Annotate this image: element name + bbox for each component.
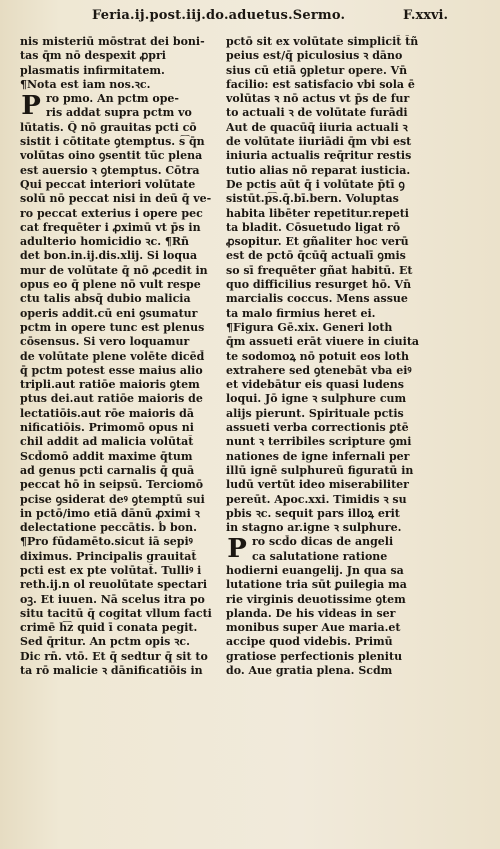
text-line: cat frequēter i ꝓximū vt p̄s in [20, 220, 201, 234]
text-line: accipe quod videbis. Primū [226, 635, 393, 649]
text-line: det bon.in.ij.dis.xlij. Si loqua [20, 249, 198, 263]
drop-cap-paragraph [226, 535, 436, 564]
text-line: in pctō/imo etiā dānū ꝓximi ꝛ [20, 506, 200, 520]
text-line: de volūtate iiuriādi q̄m vbi est [226, 135, 412, 149]
text-line: extrahere sed ꝯtenebāt vba eiꝰ [226, 363, 412, 377]
text-line: plasmatis infirmitatem. [20, 63, 165, 77]
text-line: ¶Figura Gē.xix. Generi loth [226, 320, 393, 334]
text-line: adulterio homicidio ꝛc. ¶Rn̄ [20, 235, 189, 249]
text-line: tripli.aut ratiōe maioris ꝯtem [20, 378, 200, 392]
text-line: ta rō malicie ꝛ dānificatiōis in [20, 664, 203, 678]
text-line: mur de volūtate q̄ nō ꝓcedit in [20, 263, 208, 277]
text-line: nationes de igne infernali per [226, 449, 410, 463]
text-line: ta bladit. Cōsuetudo ligat rō [226, 220, 401, 234]
text-line: pcise ꝯsiderat deꝰ ꝯtemptū sui [20, 492, 205, 506]
text-line: nificatiōis. Primomō opus ni [20, 421, 194, 435]
text-line: facilio: est satisfacio vbi sola ē [226, 77, 415, 91]
text-line: gratiose perfectionis plenitu [226, 649, 403, 663]
text-line: ro peccat exterius i opere pec [20, 206, 203, 220]
text-line: illū ignē sulphureū figuratū in [226, 463, 414, 477]
folio-number: F.xxvi. [403, 8, 448, 23]
text-line: habita libēter repetitur.repeti [226, 206, 409, 220]
text-line: in stagno ar.igne ꝛ sulphure. [226, 521, 402, 535]
text-line: est de pctō q̄cūq̄ actualī ꝯmis [226, 249, 406, 263]
text-line: volūtas oino ꝯsentit tūc plena [20, 149, 203, 163]
text-line: sius cū etiā ꝯpletur opere. Vn̄ [226, 63, 408, 77]
text-line: rie virginis deuotissime ꝯtem [226, 592, 406, 606]
left-column [20, 35, 230, 678]
text-line: ro pmo. An pctm ope- [46, 92, 179, 106]
running-header [0, 0, 500, 32]
text-line: ludū vertūt ideo miserabiliter [226, 478, 409, 492]
text-line: nis misteriū mōstrat dei boni- [20, 35, 205, 48]
text-line: solū nō peccat nisi in deū q̄ ve- [20, 192, 212, 206]
text-line: est auersio ꝛ ꝯtemptus. Cōtra [20, 163, 200, 177]
text-line: lutatione tria sūt ꝑuilegia ma [226, 578, 407, 592]
text-line: to actuali ꝛ de volūtate furādi [226, 106, 408, 120]
text-line: diximus. Principalis grauitat̄ [20, 549, 197, 563]
text-line: pereūt. Apoc.xxi. Timidis ꝛ su [226, 492, 407, 506]
text-line: Sed q̄ritur. An pctm opis ꝛc. [20, 635, 190, 649]
text-line: De pctis aūt q̄ i volūtate p̄tī ꝯ [226, 177, 405, 191]
text-line: pctm in opere tunc est plenus [20, 320, 205, 334]
text-line: loqui. Jō igne ꝛ sulphure cum [226, 392, 407, 406]
text-line: crimē h͡z quid ī conata pegit. [20, 621, 198, 635]
drop-cap-initial: P [21, 91, 41, 122]
text-line: chil addit ad malicia volūtat̄ [20, 435, 194, 449]
text-line: pcti est ex pte volūtat̄. Tulliꝰ i [20, 563, 202, 577]
text-line: assueti verba correctionis ꝑtē [226, 421, 409, 435]
text-line: peius est/q̄ piculosius ꝛ dāno [226, 49, 403, 63]
text-line: ctu talis absq̄ dubio malicia [20, 292, 191, 306]
text-line: ¶Pro fūdamēto.sicut iā sepiꝰ [20, 535, 193, 549]
text-line: sistit i cōtitate ꝯtemptus. s͡ q̄n [20, 135, 205, 149]
text-line: q̄m assueti erāt viuere in ciuita [226, 335, 420, 349]
text-line: Scd̄omō addit maxime q̄tum [20, 449, 193, 463]
text-line: et videbātur eis quasi ludens [226, 378, 404, 392]
text-line: Qui peccat interiori volūtate [20, 177, 196, 191]
text-line: so sī frequēter gñat habitū. Et [226, 263, 413, 277]
text-line: delectatione peccātis. ḃ bon. [20, 521, 197, 535]
text-line: oꝫ. Et iuuen. Nā scelus itra po [20, 592, 205, 606]
text-line: operis addit.cū eni ꝯsumatur [20, 306, 198, 320]
text-line: sistūt.p͡s.q̄.bī.bern. Voluptas [226, 192, 399, 206]
text-line: pctō sit ex volūtate simplicit̄ t̄ñ [226, 35, 419, 48]
text-line: ta malo firmius heret ei. [226, 306, 376, 320]
text-line: hodierni euangelij. Jn qua sa [226, 563, 404, 577]
text-line: iniuria actualis req̄ritur restis [226, 149, 412, 163]
text-line: pbis ꝛc. sequit pars illoꝝ erit [226, 506, 400, 520]
text-line: ptus dei.aut ratiōe maioris de [20, 392, 203, 406]
text-line: ro scd̄o dicas de angeli [252, 535, 394, 549]
text-line: Aut de quacūq̄ iiuria actuali ꝛ [226, 120, 408, 134]
drop-cap-initial: P [227, 534, 247, 565]
text-line: te sodomoꝝ nō potuit eos loth [226, 349, 409, 363]
header-title: Feria.ij.post.iij.do.aduetus.Sermo. [92, 8, 346, 23]
text-line: lūtatis. Q̄ nō grauitas pcti cō [20, 120, 197, 134]
text-line: ris addat supra pctm vo [46, 106, 192, 120]
text-line: ¶Nota est iam nos.ꝛc. [20, 77, 151, 91]
text-line: marcialis coccus. Mens assue [226, 292, 408, 306]
text-line: q̄ pctm potest esse maius alio [20, 363, 203, 377]
text-line: alijs pierunt. Spirituale pctis [226, 406, 404, 420]
right-column [226, 35, 436, 678]
drop-cap-paragraph [20, 92, 230, 121]
text-line: de volūtate plene volēte dicēd̄ [20, 349, 205, 363]
text-line: reth.ij.n ol reuolūtate spectari [20, 578, 208, 592]
text-line: peccat hō in seipsū. Terciomō [20, 478, 204, 492]
text-line: planda. De his videas in ser [226, 606, 396, 620]
text-line: Dic rn̄. vtō. Et q̄ sedtur q̄ sit to [20, 649, 208, 663]
text-line: volūtas ꝛ nō actus vt p̄s de fur [226, 92, 410, 106]
text-line: opus eo q̄ plene nō vult respe [20, 278, 201, 292]
text-line: tutio alias nō reparat iusticia. [226, 163, 411, 177]
text-line: monibus super Aue maria.et [226, 621, 401, 635]
text-line: quo difficilius resurget hō. Vn̄ [226, 278, 412, 292]
text-line: nunt ꝛ terribiles scripture ꝯmi [226, 435, 412, 449]
text-line: situ tacitū q̄ cogitat vllum facti [20, 606, 212, 620]
text-line: do. Aue gratia plena. Scdm [226, 664, 393, 678]
text-line: ca salutatione ratione [252, 549, 388, 563]
text-line: cōsensus. Si vero loquamur [20, 335, 190, 349]
text-line: ꝓsopitur. Et gñaliter hoc verū [226, 235, 409, 249]
text-line: tas q̄m nō despexit ꝓpri [20, 49, 166, 63]
text-line: lectatiōis.aut rōe maioris dā [20, 406, 194, 420]
text-line: ad genus pcti carnalis q̄ quā [20, 463, 195, 477]
